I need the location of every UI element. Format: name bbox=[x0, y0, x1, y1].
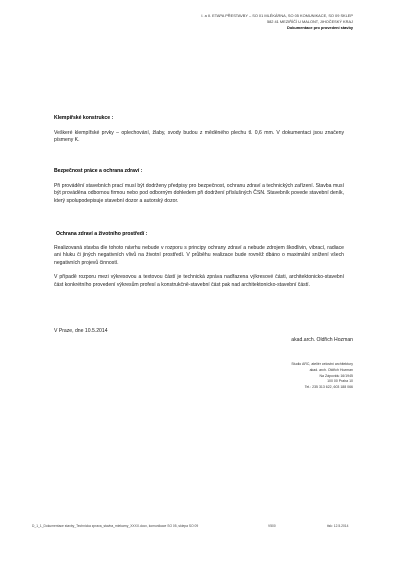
address-line-phone: Tel.: 235 313 622, 603 188 066 bbox=[304, 385, 353, 390]
header-doc-type: Dokumentace pro provedení stavby bbox=[287, 25, 353, 31]
section-text-klempir: Veškeré klempířské prvky – oplechování, žlaby, svody budou z měděného plechu tl. 0,6 mm. V dokumentaci jsou značeny písmeny K. bbox=[54, 129, 344, 144]
footer-filename: D_1_1_Dokumentace stavby_Technicka zprava_stavba_mlekarny_XXXX.docx, komunikace SO 05, sklepa SO 09 bbox=[32, 524, 199, 528]
section-klempir bbox=[54, 115, 344, 145]
section-text-ochrana-2: V případě rozporu mezi výkresovou a textovou částí je technická zpráva nadřazena výkresové části, architektonicko-stavební část konkrétního provedení výkresům profesí a konstrukčně-stavební část pak nad architektonicko-stavební částí. bbox=[54, 274, 344, 288]
header-location-line: 582 41 MEZIŘÍČÍ U MALONT, JIHOČESKÝ KRAJ bbox=[266, 19, 353, 25]
footer-version: V500 bbox=[268, 524, 276, 528]
section-bezpecnost bbox=[54, 168, 344, 205]
section-title-ochrana: Ochrana zdraví a životního prostředí : bbox=[56, 231, 148, 237]
section-text-ochrana-1: Realizovaná stavba dle tohoto návrhu nebude v rozporu s principy ochrany zdraví a nebude zdrojem škodlivin, vibrací, radiace ani hluku či jiných negativních vlivů na životní prostředí. V průběhu realizace bude rovněž dbáno o maximální snížení všech negativních projevů činností. bbox=[54, 244, 344, 266]
section-title-bezpecnost: Bezpečnost práce a ochrana zdraví : bbox=[54, 168, 143, 174]
address-line-street: Na Zápovidu 16/1945 bbox=[319, 373, 353, 378]
address-line-architect: akad. arch. Oldřich Hozman bbox=[309, 367, 353, 372]
studio-address bbox=[291, 362, 353, 391]
section-text-bezpecnost: Při provádění stavebních prací musí být dodrženy předpisy pro bezpečnost, ochranu zdraví a technických zařízení. Stavba musí být prováděna odbornou firmou nebo pod odborným dohledem při dodržení příslušných ČSN. Stavebník povede stavební deník, který spolupodepisuje stavební dozor a autorský dozor. bbox=[54, 182, 344, 204]
signature: akad.arch. Oldřich Hozman bbox=[291, 337, 353, 343]
document-header bbox=[201, 13, 353, 32]
footer-print-date: tisk: 12.5.2014 bbox=[327, 524, 349, 528]
place-date: V Praze, dne 10.5.2014 bbox=[54, 328, 108, 334]
section-title-klempir: Klempířské konstrukce : bbox=[54, 115, 114, 121]
address-line-studio: Studio ARC, ateliér celostní architektury bbox=[291, 362, 353, 366]
header-project-line: I. a II. ETAPA PŘESTAVBY – SO 01 MLÉKÁRNA, SO 05 KOMUNIKACE, SO 09 SKLEP bbox=[201, 13, 353, 18]
address-line-city: 100 00 Praha 10 bbox=[327, 379, 353, 384]
section-ochrana bbox=[54, 231, 344, 290]
